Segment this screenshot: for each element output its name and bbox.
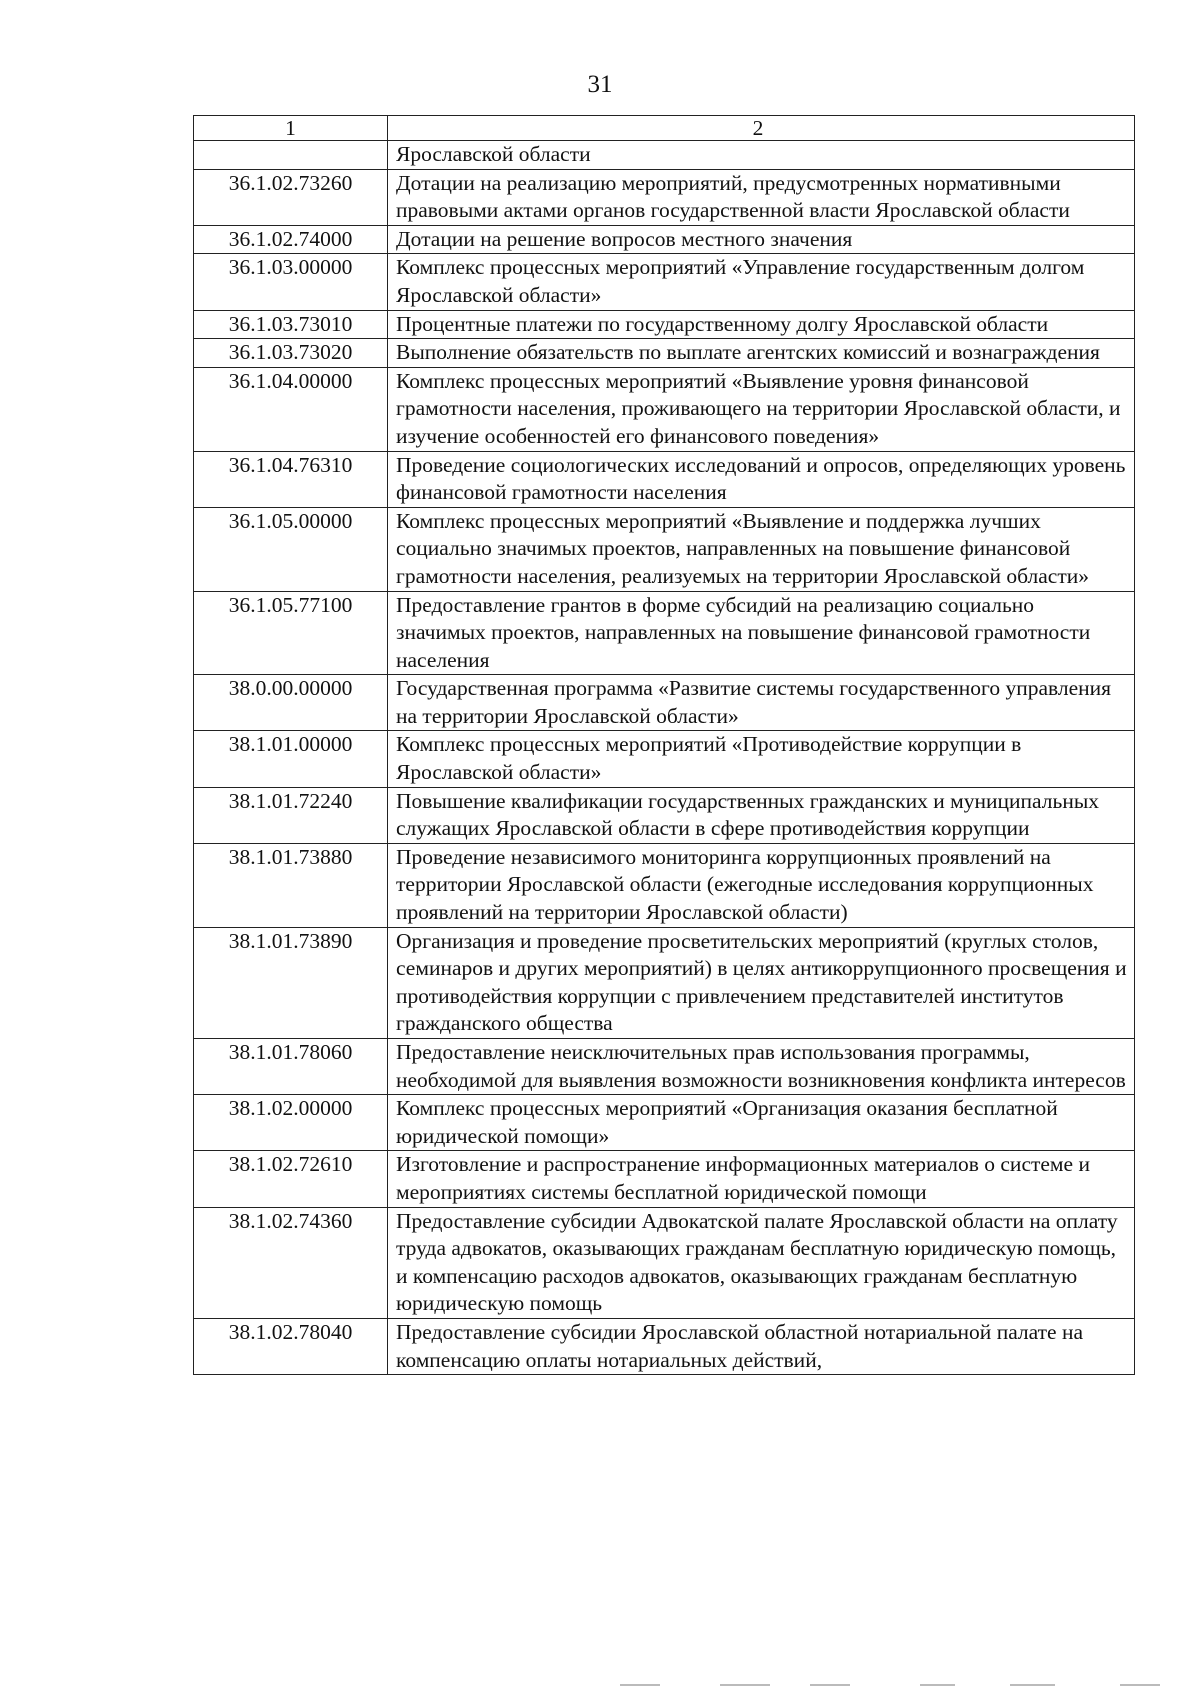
row-code: 36.1.04.76310 [194, 451, 388, 507]
table-row [194, 1095, 1135, 1151]
row-description: Комплекс процессных мероприятий «Управление государственным долгом Ярославской области» [388, 254, 1135, 310]
row-code: 38.1.01.73890 [194, 927, 388, 1038]
row-description: Комплекс процессных мероприятий «Организация оказания бесплатной юридической помощи» [388, 1095, 1135, 1151]
table-row [194, 367, 1135, 451]
table-row [194, 169, 1135, 225]
page-number: 31 [587, 71, 613, 98]
row-description: Организация и проведение просветительских мероприятий (круглых столов, семинаров и других мероприятий) в целях антикоррупционного просвещения и противодействия коррупции с привлечением представителей институтов гражданского общества [388, 927, 1135, 1038]
scan-mark [1010, 1684, 1055, 1686]
row-description: Дотации на реализацию мероприятий, предусмотренных нормативными правовыми актами органов государственной власти Ярославской области [388, 169, 1135, 225]
table-row [194, 451, 1135, 507]
row-code: 38.1.02.74360 [194, 1207, 388, 1318]
row-description: Процентные платежи по государственному долгу Ярославской области [388, 310, 1135, 339]
scan-mark [920, 1684, 955, 1686]
row-code: 36.1.05.77100 [194, 591, 388, 675]
row-code: 36.1.02.74000 [194, 225, 388, 254]
budget-classification-table [193, 115, 1135, 1375]
row-code: 36.1.04.00000 [194, 367, 388, 451]
table-row [194, 507, 1135, 591]
row-description: Предоставление грантов в форме субсидий на реализацию социально значимых проектов, направленных на повышение финансовой грамотности населения [388, 591, 1135, 675]
row-code: 36.1.05.00000 [194, 507, 388, 591]
table-row [194, 1207, 1135, 1318]
row-code: 38.1.01.78060 [194, 1039, 388, 1095]
row-description: Проведение социологических исследований и опросов, определяющих уровень финансовой грамотности населения [388, 451, 1135, 507]
column-header-1: 1 [194, 116, 388, 141]
table-row [194, 310, 1135, 339]
table-row [194, 1318, 1135, 1374]
row-description: Повышение квалификации государственных гражданских и муниципальных служащих Ярославской области в сфере противодействия коррупции [388, 787, 1135, 843]
row-description: Комплекс процессных мероприятий «Противодействие коррупции в Ярославской области» [388, 731, 1135, 787]
row-code: 36.1.03.73010 [194, 310, 388, 339]
row-code: 38.1.02.00000 [194, 1095, 388, 1151]
table-row [194, 1039, 1135, 1095]
table-row [194, 731, 1135, 787]
row-description: Предоставление неисключительных прав использования программы, необходимой для выявления возможности возникновения конфликта интересов [388, 1039, 1135, 1095]
row-description: Выполнение обязательств по выплате агентских комиссий и вознаграждения [388, 339, 1135, 368]
scan-footer-marks [620, 1684, 1200, 1688]
row-code [194, 141, 388, 170]
row-description: Предоставление субсидии Ярославской областной нотариальной палате на компенсацию оплаты нотариальных действий, [388, 1318, 1135, 1374]
scan-mark [720, 1684, 770, 1686]
row-code: 38.0.00.00000 [194, 675, 388, 731]
row-code: 38.1.01.73880 [194, 843, 388, 927]
row-code: 38.1.01.72240 [194, 787, 388, 843]
table-row [194, 254, 1135, 310]
row-description: Дотации на решение вопросов местного значения [388, 225, 1135, 254]
row-description: Комплекс процессных мероприятий «Выявление и поддержка лучших социально значимых проектов, направленных на повышение финансовой грамотности населения, реализуемых на территории Ярославской области» [388, 507, 1135, 591]
row-code: 36.1.02.73260 [194, 169, 388, 225]
table-row [194, 787, 1135, 843]
table-row [194, 141, 1135, 170]
scan-mark [810, 1684, 850, 1686]
table-row [194, 339, 1135, 368]
row-code: 38.1.02.72610 [194, 1151, 388, 1207]
scan-mark [1120, 1684, 1160, 1686]
row-code: 38.1.02.78040 [194, 1318, 388, 1374]
table-row [194, 225, 1135, 254]
row-description: Ярославской области [388, 141, 1135, 170]
table-row [194, 927, 1135, 1038]
row-code: 36.1.03.73020 [194, 339, 388, 368]
scan-mark [620, 1684, 660, 1686]
table-row [194, 1151, 1135, 1207]
row-description: Предоставление субсидии Адвокатской палате Ярославской области на оплату труда адвокатов, оказывающих гражданам бесплатную юридическую помощь, и компенсацию расходов адвокатов, оказывающих гражданам бесплатную юридическую помощь [388, 1207, 1135, 1318]
column-header-2: 2 [388, 116, 1135, 141]
table-header-row [194, 116, 1135, 141]
table-row [194, 843, 1135, 927]
row-description: Изготовление и распространение информационных материалов о системе и мероприятиях системы бесплатной юридической помощи [388, 1151, 1135, 1207]
row-code: 38.1.01.00000 [194, 731, 388, 787]
row-code: 36.1.03.00000 [194, 254, 388, 310]
row-description: Проведение независимого мониторинга коррупционных проявлений на территории Ярославской области (ежегодные исследования коррупционных проявлений на территории Ярославской области) [388, 843, 1135, 927]
table-row [194, 591, 1135, 675]
row-description: Государственная программа «Развитие системы государственного управления на территории Ярославской области» [388, 675, 1135, 731]
row-description: Комплекс процессных мероприятий «Выявление уровня финансовой грамотности населения, проживающего на территории Ярославской области, и изучение особенностей его финансового поведения» [388, 367, 1135, 451]
table-row [194, 675, 1135, 731]
